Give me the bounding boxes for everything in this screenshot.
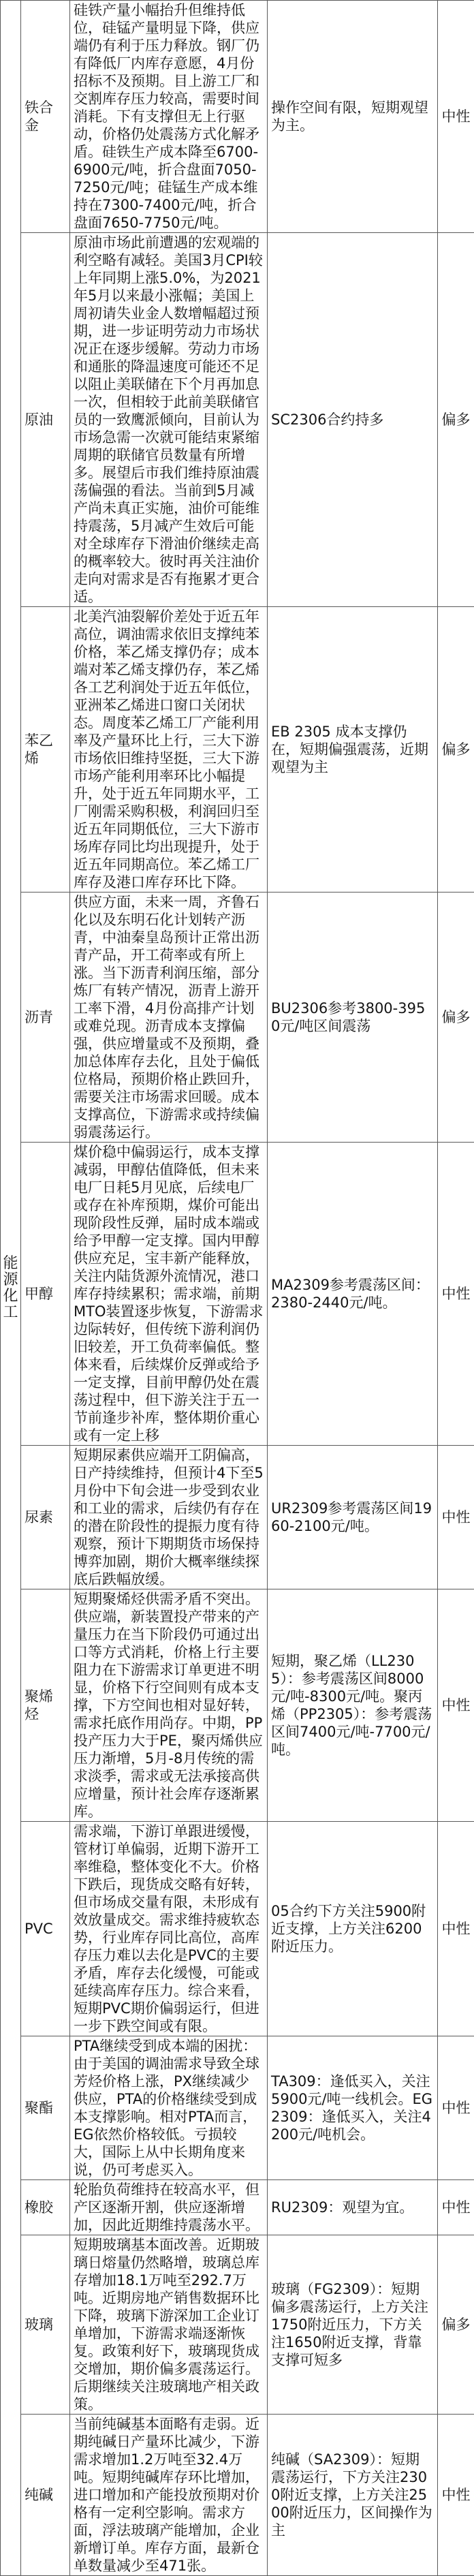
table-row <box>1 1446 474 1589</box>
strategy-text: 05合约下方关注5900附近支撑，上方关注6200附近压力。 <box>268 1822 438 2036</box>
analysis-text: 原油市场此前遭遇的宏观端的利空略有减轻。美国3月CPI较上年同期上涨5.0%，为2021年5月以来最小涨幅；美国上周初请失业金人数增幅超过预期，进一步证明劳动力市场状况正在逐步缓解。劳动力市场和通胀的降温速度可能还不足以阻止美联储在下个月再加息一次，但相较于此前美联储官员的一致鹰派倾向，目前认为市场急需一次就可能结束紧缩周期的联储官员数量有所增多。展望后市我们维持原油震荡偏强的看法。当前到5月减产尚未真正实施，油价可能维持震荡，5月减产生效后可能对全球库存下滑油价继续走高的概率较大。彼时再关注油价走向对需求是否有拖累才更合适。 <box>70 233 268 607</box>
view-label: 偏多 <box>438 2235 474 2415</box>
sector-cell <box>1 1 21 2576</box>
analysis-text: 轮胎负荷维持在较高水平，但产区逐渐开割，供应逐渐增加，因此近期维持震荡水平。 <box>70 2180 268 2235</box>
view-label: 偏多 <box>438 607 474 893</box>
strategy-text: 短期，聚乙烯（LL2305）：参考震荡区间8000元/吨-8300元/吨。聚丙烯（PP2305）：参考震荡区间7400元/吨-7700元/吨。 <box>268 1589 438 1822</box>
strategy-text: TA309：逢低买入，关注5900元/吨一线机会。EG2309：逢低买入，关注4200元/吨机会。 <box>268 2036 438 2180</box>
view-label: 偏多 <box>438 233 474 607</box>
view-label: 中性 <box>438 1822 474 2036</box>
strategy-text: 纯碱（SA2309）：短期震荡运行，下方关注2300附近支撑，上方关注2500附近压力，区间操作为主 <box>268 2415 438 2576</box>
table-row <box>1 1589 474 1822</box>
view-label: 偏多 <box>438 893 474 1143</box>
table-row <box>1 2235 474 2415</box>
commodity-name: 铁合金 <box>21 1 70 233</box>
analysis-text: 需求端，下游订单跟进缓慢，管材订单偏弱，近期下游开工率维稳，整体变化不大。价格下跌后，现货成交略有好转，但市场成交量有限，未形成有效放量成交。需求维持疲软态势，行业库存同比高位，高库存压力难以去化是PVC的主要矛盾，库存去化缓慢，可能或延续高库存压力。综合来看，短期PVC期价偏弱运行，但进一步下跌空间或有限。 <box>70 1822 268 2036</box>
table-row <box>1 1143 474 1446</box>
commodity-name: 尿素 <box>21 1446 70 1589</box>
analysis-text: 短期玻璃基本面改善。近期玻璃日熔量仍然略增，玻璃总库存增加18.1万吨至292.7万吨。近期房地产销售数据环比下降，玻璃下游深加工企业订单增加，下游需求端逐渐恢复。政策利好下，玻璃现货成交增加，期价偏多震荡运行。后期继续关注玻璃地产相关政策。 <box>70 2235 268 2415</box>
strategy-text: BU2306参考3800-3950元/吨区间震荡 <box>268 893 438 1143</box>
analysis-text: 供应方面，未来一周，齐鲁石化以及东明石化计划转产沥青，中油秦皇岛预计正常出沥青产品，开工荷率或有所上涨。当下沥青利润压缩，部分炼厂有转产情况，沥青上游开工率下滑，4月份高排产计划或难兑现。沥青成本支撑偏强，供应增量或不及预期，叠加总体库存去化，且处于偏低位格局，预期价格止跌回升，需要关注市场需求回暖。成本支撑高位，下游需求或持续偏弱震荡运行。 <box>70 893 268 1143</box>
table-row <box>1 2036 474 2180</box>
analysis-text: 短期尿素供应端开工阴偏高，日产持续维持，但预计4下至5月份中下旬会进一步受到农业和工业的需求，后续仍有存在的潜在阶段性的提振力度有待观察，预计下期期货市场保持博弈加剧，期价大概率继续探底后跌幅放缓。 <box>70 1446 268 1589</box>
table-row <box>1 233 474 607</box>
view-label: 中性 <box>438 2415 474 2576</box>
commodity-name: 沥青 <box>21 893 70 1143</box>
table-row <box>1 1822 474 2036</box>
commodity-name: PVC <box>21 1822 70 2036</box>
table-row <box>1 893 474 1143</box>
strategy-text: RU2309：观望为宜。 <box>268 2180 438 2235</box>
strategy-text: 玻璃（FG2309）：短期偏多震荡运行，上方关注1750附近压力，下方关注1650附近支撑，背靠支撑可短多 <box>268 2235 438 2415</box>
commodity-name: 玻璃 <box>21 2235 70 2415</box>
analysis-text: 硅铁产量小幅抬升但维持低位，硅锰产量明显下降，供应端仍有利于压力释放。钢厂仍有降低厂内库存意愿，4月份招标不及预期。目上游工厂和交割库存压力较高，需要时间消耗。下有支撑但无上行驱动，价格仍处震荡方式化解矛盾。硅铁生产成本降至6700-6900元/吨，折合盘面7050-7250元/吨；硅锰生产成本维持在7300-7400元/吨，折合盘面7650-7750元/吨。 <box>70 1 268 233</box>
commodity-name: 橡胶 <box>21 2180 70 2235</box>
table-row <box>1 1 474 233</box>
analysis-text: 煤价稳中偏弱运行，成本支撑减弱，甲醇估值降低，但未来电厂日耗5月见底，后续电厂或存在补库预期，煤价可能出现阶段性反弹，届时成本端或给予甲醇一定支撑。国内甲醇供应充足，宝丰新产能释放，关注内陆货源外流情况，港口库存持续累积；需求端，前期MTO装置逐步恢复，下游需求边际转好，但传统下游利润仍旧较差，开工负荷率偏低。整体来看，后续煤价反弹或给予一定支撑，目前甲醇仍处在震荡过程中，但下游关注于五一节前逢步补库，整体期价重心或有一定上移 <box>70 1143 268 1446</box>
commodity-name: 聚酯 <box>21 2036 70 2180</box>
analysis-text: 北美汽油裂解价差处于近五年高位，调油需求依旧支撑纯苯价格，苯乙烯支撑仍存；成本端对苯乙烯支撑仍存，苯乙烯各工艺利润处于近五年低位，亚洲苯乙烯进口窗口关闭状态。周度苯乙烯工厂产能利用率及产量环比上行，三大下游市场依旧维持坚挺，三大下游市场产能利用率环比小幅提升，处于近五年同期水平，工厂刚需采购积极，利润回归至近五年同期低位，三大下游市场库存同比均出现提升，处于近五年同期高位。苯乙烯工厂库存及港口库存环比下降。 <box>70 607 268 893</box>
strategy-text: EB 2305 成本支撑仍在，短期偏强震荡，近期观望为主 <box>268 607 438 893</box>
view-label: 中性 <box>438 1 474 233</box>
commodity-name: 原油 <box>21 233 70 607</box>
commodity-name: 聚烯烃 <box>21 1589 70 1822</box>
sector-label: 能源化工 <box>3 1256 18 1321</box>
analysis-text: PTA继续受到成本端的困扰：由于美国的调油需求导致全球芳烃价格上涨，PX继续减少供应，PTA的价格继续受到成本支撑影响。相对PTA而言，EG依然价格较低。亏损较大，国际上从中长期角度来说，仍可考虑买入。 <box>70 2036 268 2180</box>
view-label: 中性 <box>438 1446 474 1589</box>
table-row <box>1 2415 474 2576</box>
commodity-name: 苯乙烯 <box>21 607 70 893</box>
view-label: 中性 <box>438 1589 474 1822</box>
commodity-name: 纯碱 <box>21 2415 70 2576</box>
table-row <box>1 607 474 893</box>
analysis-text: 短期聚烯烃供需矛盾不突出。供应端，新装置投产带来的产量压力在当下阶段仍可通过出口等方式消耗，价格上行主要阻力在下游需求订单更进不明显，价格下行空间则有成本支撑，下方空间也相对显好转，需求托底作用尚存。中期，PP投产压力大于PE，聚丙烯供应压力渐增，5月-8月传统的需求淡季，需求或无法承接高供应增量，预计社会库存逐渐累库。 <box>70 1589 268 1822</box>
view-label: 中性 <box>438 2180 474 2235</box>
view-label: 中性 <box>438 1143 474 1446</box>
strategy-text: SC2306合约持多 <box>268 233 438 607</box>
strategy-text: UR2309参考震荡区间1960-2100元/吨。 <box>268 1446 438 1589</box>
table-row <box>1 2180 474 2235</box>
commodity-name: 甲醇 <box>21 1143 70 1446</box>
strategy-text: 操作空间有限，短期观望为主。 <box>268 1 438 233</box>
table-body <box>1 1 474 2576</box>
view-label: 中性 <box>438 2036 474 2180</box>
analysis-text: 当前纯碱基本面略有走弱。近期纯碱日产量环比减少，下游需求增加1.2万吨至32.4万吨。短期纯碱库存环比增加，进口增加和产能投放预期对价格有一定利空影响。需求方面，浮法玻璃产能增加，企业新增订单。库存方面，最新仓单数量减少至471张。 <box>70 2415 268 2576</box>
strategy-text: MA2309参考震荡区间：2380-2440元/吨。 <box>268 1143 438 1446</box>
